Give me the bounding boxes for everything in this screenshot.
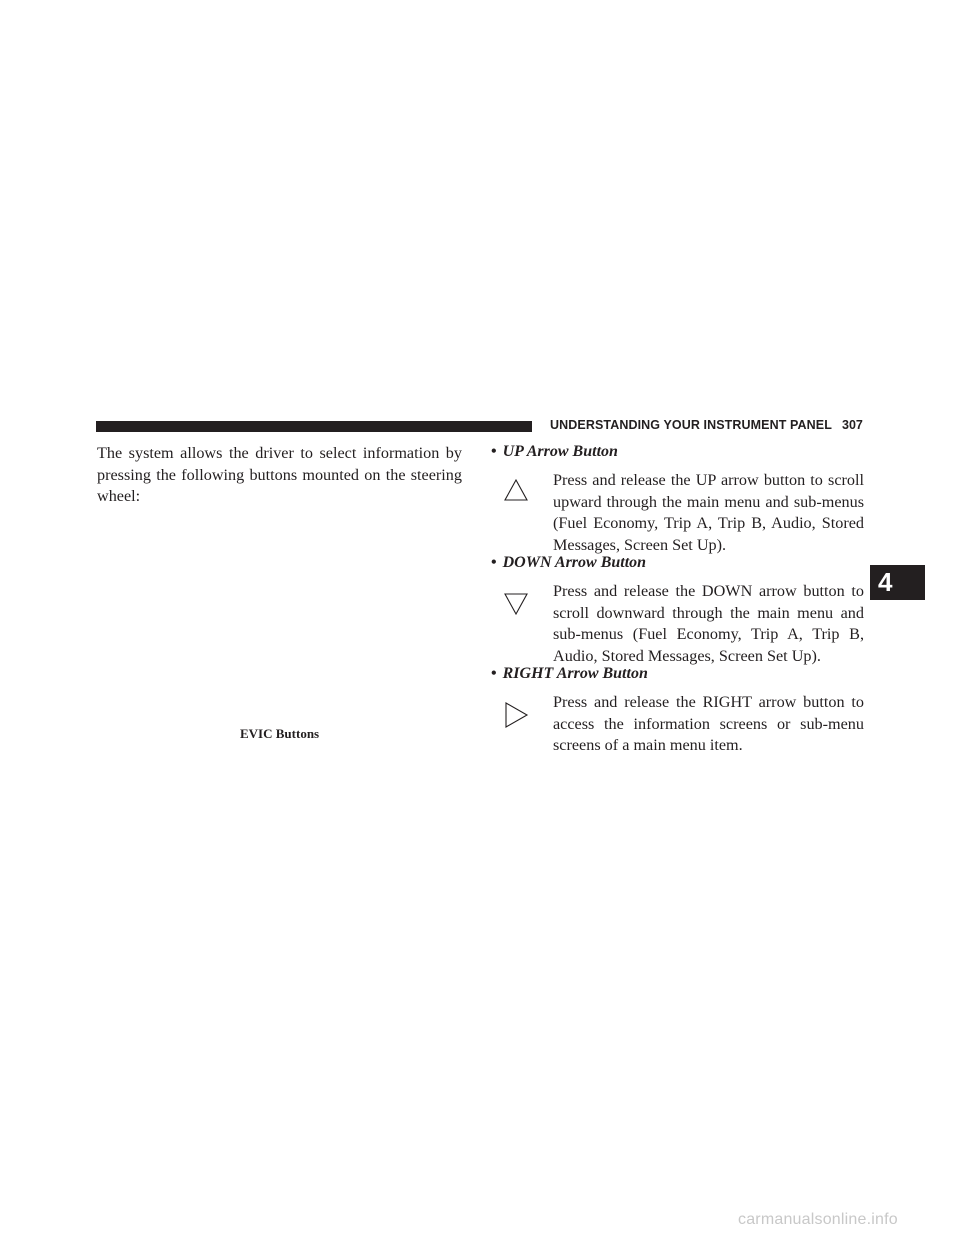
down-arrow-icon bbox=[503, 591, 529, 617]
right-arrow-description: Press and release the RIGHT arrow button to access the information screens or sub-menu screens of a main menu item. bbox=[553, 693, 864, 754]
up-arrow-icon bbox=[503, 478, 529, 504]
figure-caption: EVIC Buttons bbox=[240, 726, 320, 741]
right-arrow-title: RIGHT Arrow Button bbox=[502, 665, 648, 682]
header-rule bbox=[96, 421, 532, 432]
up-arrow-heading bbox=[491, 443, 618, 461]
down-arrow-title: DOWN Arrow Button bbox=[502, 554, 647, 571]
intro-paragraph: The system allows the driver to select information by pressing the following buttons mounted on the steering wheel: bbox=[97, 444, 462, 505]
page-number: 307 bbox=[842, 418, 863, 432]
up-arrow-title: UP Arrow Button bbox=[502, 443, 618, 460]
up-arrow-description: Press and release the UP arrow button to scroll upward through the main menu and sub-menus (Fuel Economy, Trip A, Trip B, Audio, Stored Messages, Screen Set Up). bbox=[553, 471, 864, 554]
right-arrow-heading bbox=[491, 665, 648, 683]
chapter-tab: 4 bbox=[870, 565, 925, 600]
bullet: • bbox=[491, 665, 497, 682]
down-arrow-heading bbox=[491, 554, 646, 572]
section-title: UNDERSTANDING YOUR INSTRUMENT PANEL bbox=[550, 418, 832, 432]
bullet: • bbox=[491, 554, 497, 571]
watermark: carmanualsonline.info bbox=[738, 1211, 898, 1228]
bullet: • bbox=[491, 443, 497, 460]
down-arrow-description: Press and release the DOWN arrow button to scroll downward through the main menu and sub-menus (Fuel Economy, Trip A, Trip B, Audio, Stored Messages, Screen Set Up). bbox=[553, 582, 864, 665]
right-arrow-icon bbox=[503, 701, 529, 729]
